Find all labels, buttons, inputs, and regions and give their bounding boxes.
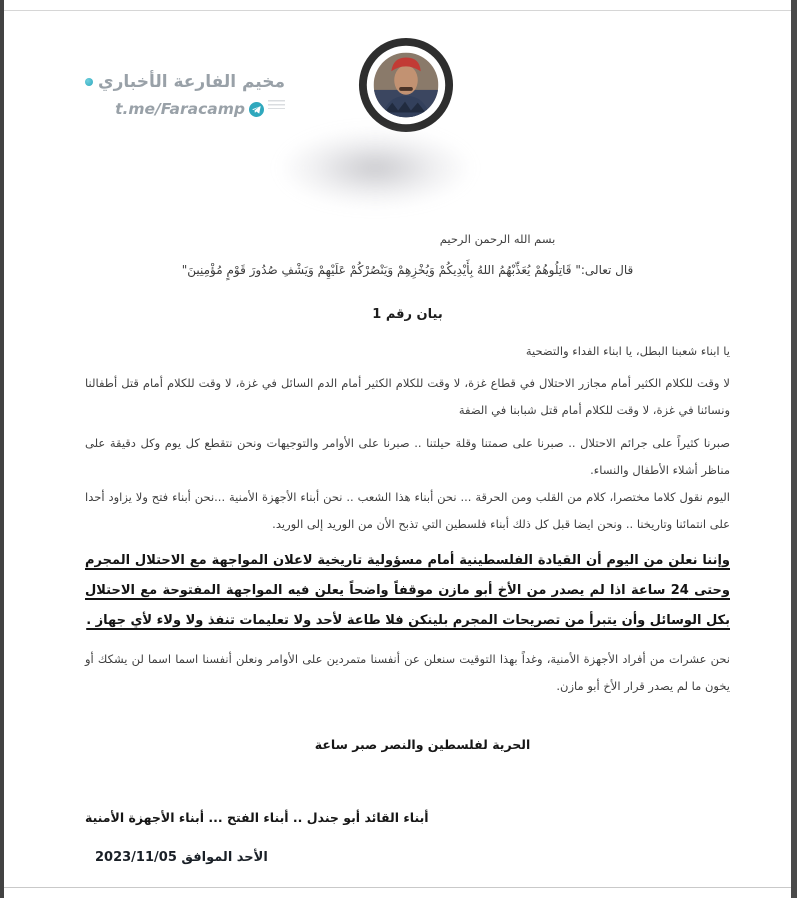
avatar-photo-icon: [357, 36, 455, 134]
paragraph-patience: صبرنا كثيراً على جرائم الاحتلال .. صبرنا على صمتنا وقلة حيلتنا .. صبرنا على الأوامر والتوجيهات ونحن نتقطع كل يوم وكل دقيقة على مناظر أشلاء الأطفال والنساء.: [85, 436, 730, 477]
paragraph-identity: اليوم نقول كلاما مختصرا، كلام من القلب ومن الحرقة ... نحن أبناء هذا الشعب .. نحن أبناء الأجهزة الأمنية ...نحن أبناء فتح ولا يزاود أحدا على انتمائنا وتاريخنا .. ونحن ايضا قبل كل ذلك أبناء فلسطين التي تذبح الأن من الوريد إلى الوريد.: [85, 490, 730, 531]
blurred-stamp: [278, 128, 473, 208]
basmala-text: بسم الله الرحمن الرحيم: [439, 232, 556, 246]
pledge-paragraph: نحن عشرات من أفراد الأجهزة الأمنية، وغداً بهذا التوقيت سنعلن عن أنفسنا متمردين على الأوامر ونعلن أنفسنا اسما اسما لن يشكك أو يخون ما لم يصدر قرار الأخ أبو مازن.: [85, 652, 730, 693]
date-line: الأحد الموافق 2023/11/05: [95, 850, 268, 865]
left-edge-bar: [0, 0, 4, 898]
paragraph-no-time: لا وقت للكلام الكثير أمام مجازر الاحتلال في قطاع غزة، لا وقت للكلام الكثير أمام الدم السائل في غزة، لا وقت للكلام أمام قتل أطفالنا ونسائنا في غزة، لا وقت للكلام أمام قتل شبابنا في الضفة: [85, 376, 730, 417]
signature-line: أبناء القائد أبو جندل .. أبناء الفتح ... أبناء الأجهزة الأمنية: [85, 810, 429, 825]
badge-dot-icon: [85, 78, 93, 86]
telegram-icon: [249, 102, 264, 117]
bottom-hairline: [4, 887, 791, 888]
ultimatum-paragraph: وإننا نعلن من اليوم أن القيادة الفلسطينية أمام مسؤولية تاريخية لاعلان المواجهة مع الاحتلال المجرم وحتى 24 ساعة اذا لم يصدر من الأخ أبو مازن موقفاً واضحاً يعلن فيه المواجهة المفتوحة مع الاحتلال بكل الوسائل وأن يتبرأ من تصريحات المجرم بلينكن فلا طاعة لأحد ولا تعليمات تنفذ ولا ولاء لأي جهاز .: [85, 553, 730, 628]
quran-verse: قال تعالى:" قَاتِلُوهُمْ يُعَذِّبْهُمُ اللهُ بِأَيْدِيكُمْ وَيُخْزِهِمْ وَيَنْصُرْكُمْ عَلَيْهِمْ وَيَشْفِ صُدُورَ قَوْمٍ مُؤْمِنِينَ": [181, 263, 634, 277]
right-edge-bar: [791, 0, 797, 898]
channel-url: t.me/Faracamp: [115, 100, 245, 118]
basmala: [85, 232, 730, 247]
statement-body: [85, 232, 730, 866]
closing-slogan-text: الحرية لفلسطين والنصر صبر ساعة: [314, 737, 531, 752]
channel-url-line: [115, 100, 285, 118]
top-hairline: [4, 10, 791, 11]
avatar: [357, 36, 455, 134]
tiny-watermark-scribble: [268, 100, 285, 109]
channel-watermark: [50, 72, 285, 118]
channel-name-line: [85, 72, 285, 92]
statement-title: بيان رقم 1: [372, 307, 443, 322]
closing-slogan: [85, 736, 730, 754]
channel-name: مخيم الفارعة الأخباري: [98, 72, 285, 92]
salutation-line: يا ابناء شعبنا البطل، يا ابناء الفداء والتضحية: [525, 344, 730, 358]
